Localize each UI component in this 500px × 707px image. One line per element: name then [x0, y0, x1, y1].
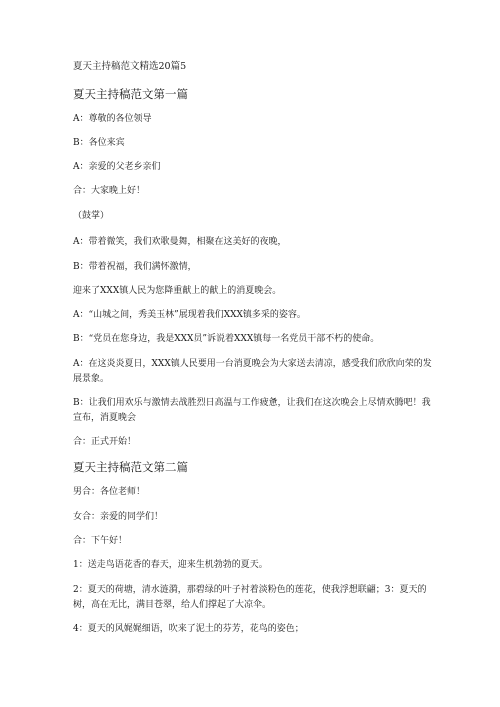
paragraph: A：在这炎炎夏日，XXX镇人民要用一台消夏晚会为大家送去清凉，感受我们欣欣向荣的发展景象。	[73, 359, 432, 384]
paragraph: B：让我们用欢乐与激情去战胜烈日高温与工作疲惫，让我们在这次晚会上尽情欢腾吧！我宣布，消夏晚会	[73, 398, 431, 423]
paragraph: 男合：各位老师！	[73, 487, 146, 497]
paragraph: B：带着祝福，我们满怀激情，	[73, 262, 197, 272]
paragraph: A：“山城之间，秀美玉林”展现着我们XXX镇多采的姿容。	[73, 310, 306, 320]
paragraph: A：带着微笑，我们欢歌曼舞，相聚在这美好的夜晚，	[73, 237, 287, 247]
paragraph: 4：夏天的风娓娓细语，吹来了泥土的芬芳，花鸟的姿色；	[73, 624, 304, 634]
paragraph: A：尊敬的各位领导	[73, 114, 152, 124]
paragraph: 合：下午好！	[73, 536, 128, 546]
paragraph: 2：夏天的荷塘，清水涟漪，那碧绿的叶子衬着淡粉色的莲花，使我浮想联翩；3：夏天的树，高在无比，满目苍翠，给人们撑起了大凉伞。	[73, 585, 427, 610]
paragraph: 1：送走鸟语花香的春天，迎来生机勃勃的夏天。	[73, 560, 268, 570]
paragraph: 女合：亲爱的同学们！	[73, 512, 164, 522]
paragraph: （鼓掌）	[73, 211, 110, 221]
section-heading-1: 夏天主持稿范文第一篇	[73, 87, 188, 101]
paragraph: 迎来了XXX镇人民为您降重献上的献上的消夏晚会。	[73, 286, 282, 296]
document-title: 夏天主持稿范文精选20篇5	[73, 61, 187, 72]
paragraph: 合：大家晚上好！	[73, 186, 146, 196]
paragraph: A：亲爱的父老乡亲们	[73, 162, 161, 172]
paragraph: B：“党员在您身边，我是XXX员”诉说着XXX镇每一名党员干部不朽的使命。	[73, 334, 380, 344]
paragraph: 合：正式开始！	[73, 437, 137, 447]
paragraph: B：各位来宾	[73, 138, 125, 148]
section-heading-2: 夏天主持稿范文第二篇	[73, 460, 188, 474]
